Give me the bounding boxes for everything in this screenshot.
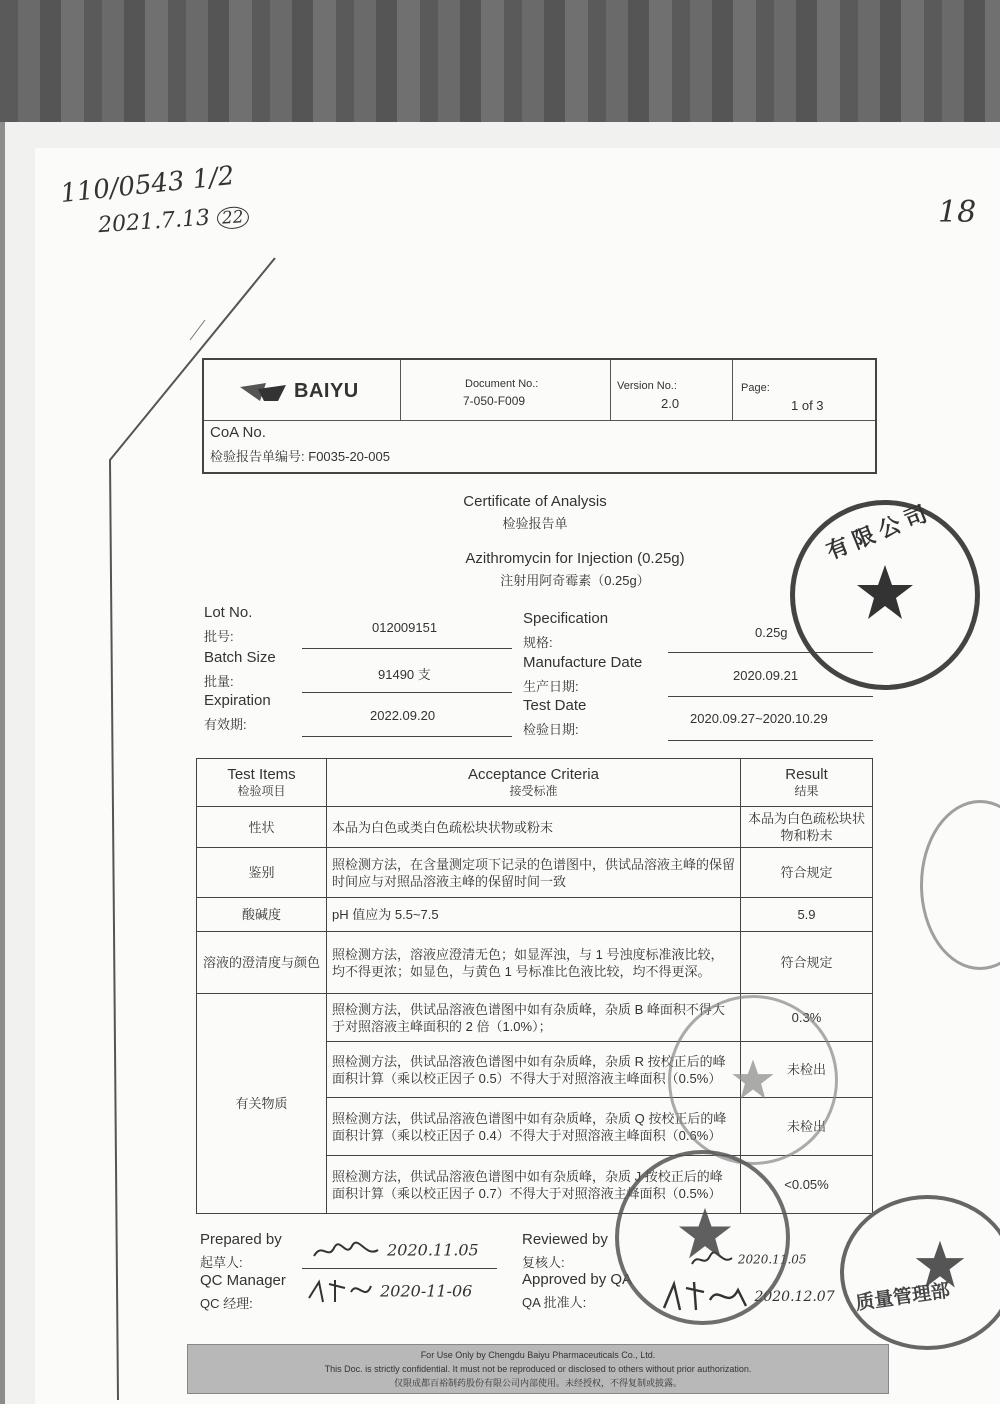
qc-manager-label: QC Manager [200, 1272, 286, 1289]
batch-cn-label: 批量: [204, 674, 234, 689]
criteria-identification: 照检测方法，在含量测定项下记录的色谱图中，供试品溶液主峰的保留时间应与对照品溶液主峰的保留时间一致 [327, 848, 741, 898]
mfg-value: 2020.09.21 [733, 668, 799, 683]
company-seal-bottom [615, 1150, 790, 1325]
coa-label: CoA No. [210, 424, 266, 441]
result-clarity-color: 符合规定 [741, 932, 873, 994]
lot-underline [302, 648, 512, 649]
footer-line-1: For Use Only by Chengdu Baiyu Pharmaceuticals Co., Ltd. [420, 1350, 656, 1360]
result-acidity: 5.9 [741, 898, 873, 932]
criteria-appearance: 本品为白色或类白色疏松块状物或粉末 [327, 807, 741, 848]
item-identification: 鉴别 [197, 848, 327, 898]
confidentiality-footer [187, 1344, 889, 1394]
header-result [741, 759, 873, 807]
header-criteria-cn: 接受标准 [509, 783, 558, 798]
header-criteria-en: Acceptance Criteria [468, 765, 599, 783]
qc-manager-cn-label: QC 经理: [200, 1296, 253, 1311]
qa-seal-text: 质量管理部 [854, 1280, 952, 1315]
result-impurity-j: <0.05% [741, 1156, 873, 1214]
approved-by-cn-label: QA 批准人: [522, 1295, 587, 1310]
scan-top-band [0, 0, 1000, 122]
result-appearance: 本品为白色疏松块状物和粉末 [741, 807, 873, 848]
company-seal-top [790, 500, 980, 690]
test-date-cn-label: 检验日期: [523, 722, 579, 737]
header-row [204, 360, 875, 421]
certificate-title: Certificate of Analysis [463, 493, 607, 510]
prepared-by-cn-label: 起草人: [200, 1255, 243, 1270]
logo-cell [204, 360, 401, 420]
lot-value: 012009151 [372, 620, 438, 635]
handwritten-date-text: 2021.7.13 [97, 205, 211, 239]
batch-label: Batch Size [204, 649, 276, 666]
seal-top-text: 有限公司 [823, 499, 937, 565]
coa-number: F0035-20-005 [308, 449, 390, 464]
approved-by-label: Approved by QA [522, 1271, 633, 1288]
reviewed-signature-date: 2020.11.05 [737, 1252, 807, 1267]
table-header-row [197, 759, 873, 807]
header-result-en: Result [785, 765, 828, 783]
criteria-impurity-b: 照检测方法，供试品溶液色谱图中如有杂质峰，杂质 B 峰面积不得大于对照溶液主峰面积的 2 倍（1.0%）； [327, 994, 741, 1042]
criteria-impurity-q: 照检测方法，供试品溶液色谱图中如有杂质峰，杂质 Q 按校正后的峰面积计算（乘以校正因子 0.4）不得大于对照溶液主峰面积（0.6%） [327, 1098, 741, 1156]
test-date-underline [668, 740, 873, 741]
qc-signature-date: 2020-11-06 [380, 1281, 473, 1301]
approved-signature-date: 2020.12.07 [754, 1289, 835, 1305]
page-cell [733, 360, 877, 420]
spec-cn-label: 规格: [523, 635, 553, 650]
item-acidity: 酸碱度 [197, 898, 327, 932]
seal-bottom-star-icon [677, 1206, 733, 1262]
expiration-underline [302, 736, 512, 737]
version-label: Version No.: [617, 380, 677, 392]
footer-line-3: 仅限成都百裕制药股份有限公司内部使用。未经授权，不得复制或披露。 [393, 1378, 682, 1388]
header-result-cn: 结果 [794, 783, 819, 798]
item-related-substances: 有关物质 [197, 994, 327, 1214]
result-impurity-q: 未检出 [741, 1098, 873, 1156]
criteria-impurity-r: 照检测方法，供试品溶液色谱图中如有杂质峰，杂质 R 按校正后的峰面积计算（乘以校正因子 0.5）不得大于对照溶液主峰面积（0.5%） [327, 1042, 741, 1098]
item-appearance: 性状 [197, 807, 327, 848]
item-clarity-color: 溶液的澄清度与颜色 [197, 932, 327, 994]
lot-label: Lot No. [204, 604, 253, 621]
lot-cn-label: 批号: [204, 629, 234, 644]
seal-star-icon [855, 563, 915, 623]
table-row [197, 848, 873, 898]
version-value: 2.0 [661, 396, 680, 411]
criteria-impurity-j: 照检测方法，供试品溶液色谱图中如有杂质峰，杂质 J 按校正后的峰面积计算（乘以校正因子 0.7）不得大于对照溶液主峰面积（0.5%） [327, 1156, 741, 1214]
document-no-label: Document No.: [465, 378, 539, 390]
reviewed-by-cn-label: 复核人: [522, 1255, 565, 1270]
test-date-label: Test Date [523, 697, 587, 714]
batch-underline [302, 692, 512, 693]
company-seal-middle [668, 995, 838, 1165]
coa-number-line [210, 446, 390, 465]
batch-value: 91490 支 [378, 667, 431, 682]
brand-name: BAIYU [294, 380, 359, 402]
qc-signature [305, 1278, 472, 1306]
product-name: Azithromycin for Injection (0.25g) [465, 550, 685, 567]
expiration-cn-label: 有效期: [204, 717, 247, 732]
handwritten-reference: 110/0543 1/2 [58, 160, 236, 210]
criteria-clarity-color: 照检测方法，溶液应澄清无色；如显浑浊，与 1 号浊度标准液比较，均不得更浓；如显色，与黄色 1 号标准比色液比较，均不得更深。 [327, 932, 741, 994]
prepared-underline [302, 1268, 497, 1269]
mfg-label: Manufacture Date [523, 654, 643, 671]
test-date-value: 2020.09.27~2020.10.29 [690, 711, 828, 726]
handwritten-circled-number: 22 [216, 206, 249, 230]
prepared-signature-scribble [312, 1240, 382, 1262]
header-test-items-en: Test Items [227, 765, 296, 783]
qc-signature-scribble [305, 1278, 375, 1306]
product-name-cn: 注射用阿奇霉素（0.25g） [500, 573, 650, 588]
header-test-items [197, 759, 327, 807]
page-label: Page: [741, 382, 770, 394]
criteria-acidity: pH 值应为 5.5~7.5 [327, 898, 741, 932]
result-impurity-r: 未检出 [741, 1042, 873, 1098]
brand-logo [238, 380, 359, 403]
reviewed-by-label: Reviewed by [522, 1231, 608, 1248]
result-identification: 符合规定 [741, 848, 873, 898]
prepared-by-label: Prepared by [200, 1231, 282, 1248]
coa-cn-label: 检验报告单编号: [210, 449, 305, 464]
spec-value: 0.25g [755, 625, 788, 640]
mfg-cn-label: 生产日期: [523, 679, 579, 694]
certificate-title-cn: 检验报告单 [502, 516, 568, 531]
table-row [197, 807, 873, 848]
handwritten-corner-mark: 18 [938, 195, 977, 230]
seal-middle-star-icon [731, 1058, 775, 1102]
document-no-cell [401, 360, 611, 420]
version-cell [611, 360, 733, 420]
footer-line-2: This Doc. is strictly confidential. It must not be reproduced or disclosed to others without prior authorization. [324, 1364, 752, 1374]
spec-label: Specification [523, 610, 609, 627]
result-impurity-b: 0.3% [741, 994, 873, 1042]
prepared-signature-date: 2020.11.05 [387, 1240, 479, 1260]
table-row [197, 898, 873, 932]
header-test-items-cn: 检验项目 [237, 783, 286, 798]
expiration-value: 2022.09.20 [370, 708, 436, 723]
table-row [197, 932, 873, 994]
expiration-label: Expiration [204, 692, 271, 709]
header-criteria [327, 759, 741, 807]
page-value: 1 of 3 [791, 398, 824, 413]
baiyu-logo-icon [238, 381, 288, 403]
document-header [202, 358, 877, 474]
mfg-underline [668, 696, 873, 697]
prepared-signature [312, 1240, 479, 1262]
document-no-value: 7-050-F009 [463, 394, 526, 408]
